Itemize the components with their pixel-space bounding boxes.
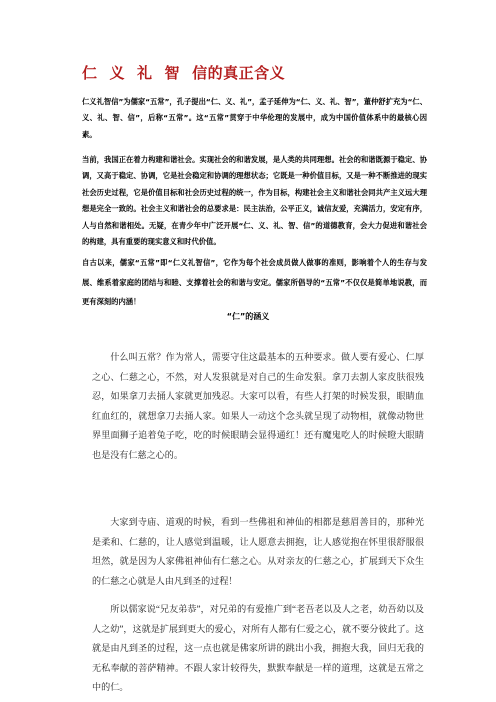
page-title xyxy=(82,62,422,83)
title-char-xin: 信的真正含义 xyxy=(192,64,286,82)
title-char-li: 礼 xyxy=(137,64,153,82)
title-char-ren: 仁 xyxy=(82,64,98,82)
title-char-yi: 义 xyxy=(109,64,126,82)
title-char-zhi: 智 xyxy=(164,64,181,82)
body-paragraph-1: 什么叫五常？作为常人，需要守住这最基本的五种要求。做人要有爱心、仁厚之心、仁慈之心，不然，对人发狠就是对自己的生命发狠。拿刀去割人家皮肤很残忍，如果拿刀去捅人家就更加残忍。大家可以看，有些人打架的时候发狠，眼睛血红血红的，就想拿刀去捅人家。如果人一动这个念头就呈现了动物相，就像动物世界里面狮子追着兔子吃，吃的时候眼睛会显得通红！还有魔鬼吃人的时候瞪大眼睛也是没有仁慈之心的。 xyxy=(92,352,424,460)
body-paragraph-3: 所以儒家说“兄友弟恭”，对兄弟的有爱推广到“老吾老以及人之老，幼吾幼以及人之幼”，这就是扩展到更大的爱心，对所有人都有仁爱之心，就不要分彼此了。这就是由凡到圣的过程，这一点也就是佛家所讲的跳出小我，拥抱大我，回归无我的无私奉献的菩萨精神。不跟人家计较得失，默默奉献是一样的道理，这就是五常之中的仁。 xyxy=(92,604,424,693)
intro-paragraph-3: 自古以来，儒家“五常”即“仁义礼智信”，它作为每个社会成员做人做事的准则，影响着个人的生存与发展、维系着家庭的团结与和睦、支撑着社会的和谐与安定。儒家所倡导的“五常”不仅仅是简单地说教，而更有深刻的内涵！ xyxy=(82,258,427,306)
section-heading: “仁”的涵义 xyxy=(226,312,270,321)
intro-paragraph-1: 仁义礼智信”为儒家“五常”，孔子提出“仁、义、礼”，孟子延伸为“仁、义、礼、智”，董仲舒扩充为“仁、义、礼、智、信”，后称“五常”。这“五常”贯穿于中华伦理的发展中，成为中国价值体系中的最核心因素。 xyxy=(82,97,427,139)
intro-paragraph-2: 当前，我国正在着力构建和谐社会。实现社会的和谐发展，是人类的共同理想。社会的和谐既源于稳定、协调，又高于稳定、协调，它是社会稳定和协调的理想状态；它既是一种价值目标，又是一种不断推进的现实社会历史过程，它是价值目标和社会历史过程的统一，作为目标，构建社会主义和谐社会同共产主义远大理想是完全一致的。社会主义和谐社会的总要求是：民主法治，公平正义，诚信友爱，充满活力，安定有序，人与自然和谐相处。无疑，在青少年中广泛开展“仁、义、礼、智、信”的道德教育，会大力促进和谐社会的构建，具有重要的现实意义和时代价值。 xyxy=(82,155,427,247)
body-paragraph-2: 大家到寺庙、道观的时候，看到一些佛祖和神仙的相都是慈眉善目的，那种光是柔和、仁慈的，让人感觉到温暖，让人愿意去拥抱，让人感觉抱在怀里很舒服很坦然，就是因为人家佛祖神仙有仁慈之心。从对亲友的仁慈之心，扩展到天下众生的仁慈之心就是人由凡到圣的过程！ xyxy=(92,517,424,586)
